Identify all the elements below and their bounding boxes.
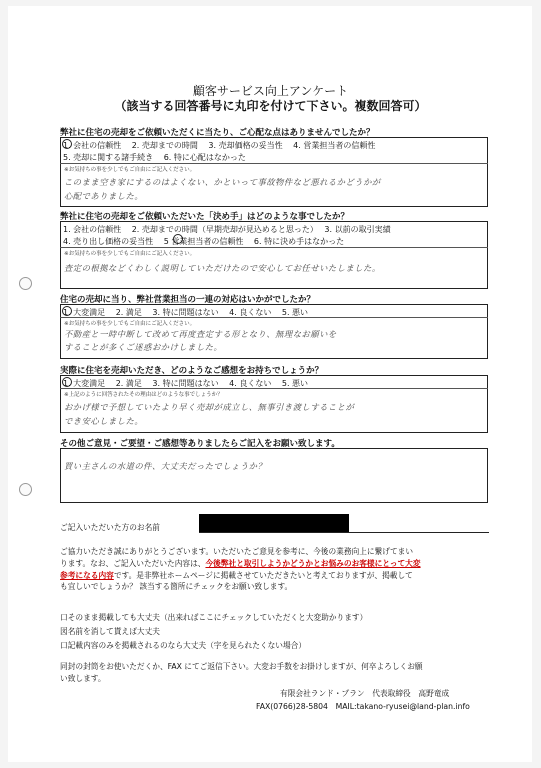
thanks-line4: も宜しいでしょうか？ 該当する箇所にチェックをお願い致します。: [60, 582, 293, 592]
closing-paragraph: [60, 661, 490, 685]
q4-options-row1: 1. 大変満足 2. 満足 3. 特に問題はない 4. 良くない 5. 悪い: [63, 379, 309, 388]
q5-question: その他ご意見・ご要望・ご感想等ありましたらご記入をお願い致します。: [60, 439, 340, 449]
binder-hole-bottom: [19, 483, 32, 496]
company-contact: FAX(0766)28-5804 MAIL:takano-ryusei@land-plan.info: [256, 702, 470, 711]
q1-divider: [60, 163, 488, 164]
survey-title: 顧客サービス向上アンケート: [192, 84, 349, 98]
q2-divider: [60, 247, 488, 248]
thanks-line3-highlight: 参考になる内容: [60, 570, 114, 580]
q3-answer-line1: 不動産と一時中断して改めて再度査定する形となり、無理なお願いを: [64, 329, 337, 339]
q5-box: [60, 448, 488, 503]
q3-answer-line2: することが多くご迷惑おかけしました。: [64, 342, 223, 352]
q2-options-row2: 4. 売り出し価格の妥当性 5 営業担当者の信頼性 6. 特に決め手はなかった: [63, 237, 345, 246]
q2-note: ※お気持ちの事を少しでもご自由にご記入ください。: [64, 251, 196, 257]
q2-answer-line1: 査定の根拠などくわしく説明していただけたので安心してお任せいたしました。: [64, 263, 381, 273]
q1-options-row2: 5. 売却に関する諸手続き 6. 特に心配はなかった: [63, 153, 246, 162]
binder-hole-top: [19, 277, 32, 290]
name-underline: [199, 532, 489, 533]
q1-options-row1: 1. 会社の信頼性 2. 売却までの時間 3. 売却価格の妥当性 4. 営業担当者の信頼性: [63, 141, 376, 150]
q3-note: ※お気持ちの事を少しでもご自由にご記入ください。: [64, 321, 196, 327]
consent-option-publish-as-is[interactable]: 口そのまま掲載しても大丈夫（出来ればここにチェックしていただくと大変助かります）: [60, 613, 368, 622]
q3-question: 住宅の売却に当り、弊社営業担当の一連の対応はいかがでしたか？: [60, 295, 316, 305]
thanks-line3: [60, 570, 490, 582]
consent-option-without-name[interactable]: 図名前を消して貰えば大丈夫: [60, 627, 160, 636]
q4-answer-line2: でき安心しました。: [64, 416, 144, 426]
closing-line1: 同封の封筒をお使いただくか、FAX にてご返信下さい。大変お手数をお掛けしますが、何卒よろしくお願: [60, 662, 423, 671]
q1-question: 弊社に住宅の売却をご依頼いただくに当たり、ご心配な点はありませんでしたか？: [60, 128, 375, 138]
q1-answer-line2: 心配でありました。: [64, 191, 144, 201]
redacted-name-block: [199, 514, 349, 532]
q1-note: ※お気持ちの事を少しでもご自由にご記入ください。: [64, 167, 196, 173]
q4-note: ※上記のように回答されたその理由はどのような事でしょうか？: [64, 392, 223, 398]
thanks-line2: [60, 558, 490, 570]
company-name: 有限会社ランド・プラン 代表取締役 高野竜成: [280, 689, 450, 698]
closing-line2: い致します。: [60, 673, 106, 683]
q5-answer-line1: 買い主さんの水道の件、大丈夫だったでしょうか？: [64, 461, 267, 471]
q2-options-row1: 1. 会社の信頼性 2. 売却までの時間（早期売却が見込めると思った） 3. 以前の取引実績: [63, 225, 391, 234]
q1-answer-line1: このまま空き家にするのはよくない、かといって事故物件など悪れるかどうかが: [64, 177, 381, 187]
q4-question: 実際に住宅を売却いただき、どのようなご感想をお持ちでしょうか？: [60, 366, 324, 376]
thanks-paragraph: [60, 546, 490, 593]
q2-question: 弊社に住宅の売却をご依頼いただいた「決め手」はどのような事でしたか？: [60, 212, 350, 222]
q4-answer-line1: おかげ様で予想していたより早く売却が成立し、無事引き渡しすることが: [64, 402, 355, 412]
thanks-line3-end: です。是非弊社ホームページに掲載させていただきたいと考えておりますが、掲載して: [113, 570, 413, 580]
consent-option-content-only[interactable]: 口記載内容のみを掲載されるのなら大丈夫（字を見られたくない場合）: [60, 641, 307, 650]
q3-divider: [60, 317, 488, 318]
q3-options-row1: 1. 大変満足 2. 満足 3. 特に問題はない 4. 良くない 5. 悪い: [63, 308, 309, 317]
name-label: ご記入いただいた方のお名前: [60, 523, 160, 532]
thanks-line1: ご協力いただき誠にありがとうございます。いただいたご意見を参考に、今後の業務向上に繋げてまい: [60, 547, 414, 556]
q4-divider: [60, 388, 488, 389]
thanks-line2-start: ります。なお、ご記入いただいた内容は、: [60, 558, 206, 568]
survey-subtitle: （該当する回答番号に丸印を付けて下さい。複数回答可）: [114, 99, 427, 113]
thanks-line2-highlight: 今後弊社と取引しようかどうかとお悩みのお客様にとって大変: [205, 558, 421, 568]
